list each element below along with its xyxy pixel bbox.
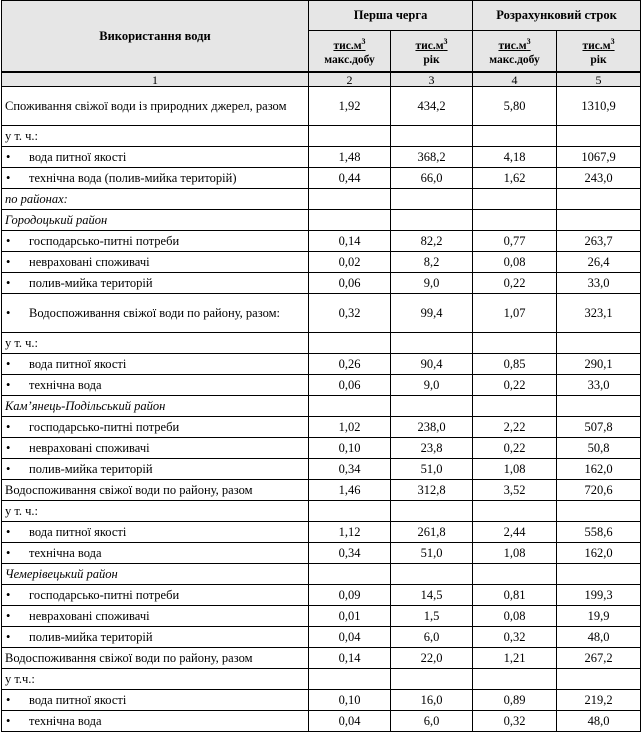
phase1-year-value: 51,0 bbox=[391, 459, 473, 480]
bullet-icon: • bbox=[6, 608, 11, 623]
phase1-year-value: 238,0 bbox=[391, 417, 473, 438]
calc-day-value bbox=[473, 189, 557, 210]
column-number: 5 bbox=[557, 72, 641, 87]
header-phase1: Перша черга bbox=[309, 1, 473, 31]
row-label-cell bbox=[2, 711, 309, 732]
calc-year-value: 1067,9 bbox=[557, 147, 641, 168]
column-number: 2 bbox=[309, 72, 391, 87]
bullet-icon: • bbox=[6, 545, 11, 560]
calc-year-value: 48,0 bbox=[557, 627, 641, 648]
table-row bbox=[2, 333, 641, 354]
row-label-cell bbox=[2, 606, 309, 627]
phase1-day-value: 0,44 bbox=[309, 168, 391, 189]
calc-year-value: 243,0 bbox=[557, 168, 641, 189]
unit-sub-year: рік bbox=[590, 53, 607, 66]
row-label-cell bbox=[2, 438, 309, 459]
row-label-cell bbox=[2, 585, 309, 606]
column-number: 3 bbox=[391, 72, 473, 87]
table-body bbox=[2, 87, 641, 732]
table-row bbox=[2, 126, 641, 147]
row-label: у т. ч.: bbox=[5, 335, 39, 350]
phase1-day-value: 0,01 bbox=[309, 606, 391, 627]
calc-year-value: 199,3 bbox=[557, 585, 641, 606]
phase1-day-value: 0,06 bbox=[309, 375, 391, 396]
row-label-cell bbox=[2, 648, 309, 669]
calc-year-value: 19,9 bbox=[557, 606, 641, 627]
calc-year-value: 219,2 bbox=[557, 690, 641, 711]
calc-day-value bbox=[473, 669, 557, 690]
phase1-day-value: 0,32 bbox=[309, 294, 391, 333]
table-row bbox=[2, 396, 641, 417]
bullet-icon: • bbox=[6, 419, 11, 434]
row-label: вода питної якості bbox=[29, 149, 127, 164]
phase1-day-value bbox=[309, 189, 391, 210]
unit-sup: 3 bbox=[361, 37, 366, 47]
table-row bbox=[2, 606, 641, 627]
calc-year-value bbox=[557, 396, 641, 417]
calc-day-value: 1,62 bbox=[473, 168, 557, 189]
table-row bbox=[2, 711, 641, 732]
phase1-day-value bbox=[309, 210, 391, 231]
row-label: у т.ч.: bbox=[5, 671, 35, 686]
table-row bbox=[2, 438, 641, 459]
calc-day-value: 0,22 bbox=[473, 375, 557, 396]
calc-year-value: 290,1 bbox=[557, 354, 641, 375]
phase1-day-value: 0,34 bbox=[309, 459, 391, 480]
row-label: господарсько-питні потреби bbox=[29, 233, 180, 248]
table-row bbox=[2, 627, 641, 648]
row-label-cell bbox=[2, 501, 309, 522]
phase1-year-value: 23,8 bbox=[391, 438, 473, 459]
calc-year-value: 26,4 bbox=[557, 252, 641, 273]
unit-sub-day: макс.добу bbox=[324, 53, 375, 66]
phase1-year-value: 261,8 bbox=[391, 522, 473, 543]
calc-year-value: 50,8 bbox=[557, 438, 641, 459]
row-label: Городоцький район bbox=[5, 212, 108, 227]
unit-text: тис.м bbox=[582, 39, 611, 52]
row-label-cell bbox=[2, 147, 309, 168]
bullet-icon: • bbox=[6, 254, 11, 269]
row-label-cell bbox=[2, 126, 309, 147]
table-row bbox=[2, 543, 641, 564]
row-label: Водоспоживання свіжої води по району, разом bbox=[5, 650, 253, 665]
phase1-day-value: 1,12 bbox=[309, 522, 391, 543]
row-label-cell bbox=[2, 273, 309, 294]
phase1-year-value: 1,5 bbox=[391, 606, 473, 627]
header-unit-year bbox=[391, 31, 473, 73]
calc-year-value bbox=[557, 189, 641, 210]
phase1-year-value: 8,2 bbox=[391, 252, 473, 273]
table-row bbox=[2, 252, 641, 273]
calc-day-value: 1,07 bbox=[473, 294, 557, 333]
phase1-year-value bbox=[391, 501, 473, 522]
row-label-cell bbox=[2, 252, 309, 273]
row-label: по районах: bbox=[5, 191, 68, 206]
row-label: невраховані споживачі bbox=[29, 608, 150, 623]
phase1-day-value: 1,92 bbox=[309, 87, 391, 126]
table-row bbox=[2, 189, 641, 210]
table-row bbox=[2, 585, 641, 606]
phase1-year-value bbox=[391, 564, 473, 585]
row-label: невраховані споживачі bbox=[29, 440, 150, 455]
bullet-icon: • bbox=[6, 377, 11, 392]
phase1-day-value: 0,10 bbox=[309, 690, 391, 711]
calc-day-value: 1,08 bbox=[473, 459, 557, 480]
column-number: 1 bbox=[2, 72, 309, 87]
phase1-year-value: 6,0 bbox=[391, 711, 473, 732]
table-row bbox=[2, 501, 641, 522]
phase1-year-value bbox=[391, 396, 473, 417]
phase1-year-value bbox=[391, 333, 473, 354]
phase1-day-value: 0,26 bbox=[309, 354, 391, 375]
table-row bbox=[2, 564, 641, 585]
calc-year-value: 162,0 bbox=[557, 459, 641, 480]
calc-day-value bbox=[473, 501, 557, 522]
row-label-cell bbox=[2, 459, 309, 480]
row-label: вода питної якості bbox=[29, 692, 127, 707]
row-label: Чемерівецький район bbox=[5, 566, 118, 581]
column-number: 4 bbox=[473, 72, 557, 87]
bullet-icon: • bbox=[6, 275, 11, 290]
unit-sub-day: макс.добу bbox=[489, 53, 540, 66]
header-unit-year bbox=[557, 31, 641, 73]
row-label-cell bbox=[2, 417, 309, 438]
calc-day-value: 0,08 bbox=[473, 606, 557, 627]
phase1-day-value: 1,02 bbox=[309, 417, 391, 438]
phase1-year-value: 14,5 bbox=[391, 585, 473, 606]
row-label-cell bbox=[2, 627, 309, 648]
row-label: вода питної якості bbox=[29, 356, 127, 371]
row-label: Водоспоживання свіжої води по району, разом bbox=[5, 482, 253, 497]
row-label-cell bbox=[2, 396, 309, 417]
calc-year-value: 48,0 bbox=[557, 711, 641, 732]
calc-day-value: 2,22 bbox=[473, 417, 557, 438]
calc-day-value: 0,32 bbox=[473, 627, 557, 648]
table-row bbox=[2, 375, 641, 396]
calc-day-value: 5,80 bbox=[473, 87, 557, 126]
calc-year-value: 1310,9 bbox=[557, 87, 641, 126]
calc-year-value bbox=[557, 501, 641, 522]
calc-day-value: 0,32 bbox=[473, 711, 557, 732]
calc-day-value bbox=[473, 333, 557, 354]
unit-sup: 3 bbox=[443, 37, 448, 47]
calc-day-value: 0,81 bbox=[473, 585, 557, 606]
row-label: у т. ч.: bbox=[5, 503, 39, 518]
calc-year-value bbox=[557, 564, 641, 585]
row-label-cell bbox=[2, 333, 309, 354]
phase1-year-value: 66,0 bbox=[391, 168, 473, 189]
calc-day-value: 1,08 bbox=[473, 543, 557, 564]
row-label: полив-мийка територій bbox=[29, 275, 153, 290]
row-label-cell bbox=[2, 522, 309, 543]
phase1-day-value bbox=[309, 126, 391, 147]
table-row bbox=[2, 354, 641, 375]
table-row bbox=[2, 690, 641, 711]
phase1-year-value: 51,0 bbox=[391, 543, 473, 564]
phase1-year-value bbox=[391, 210, 473, 231]
table-row bbox=[2, 294, 641, 333]
row-label-cell bbox=[2, 480, 309, 501]
unit-text: тис.м bbox=[333, 39, 362, 52]
calc-day-value: 0,22 bbox=[473, 273, 557, 294]
bullet-icon: • bbox=[6, 149, 11, 164]
calc-day-value: 0,08 bbox=[473, 252, 557, 273]
bullet-icon: • bbox=[6, 233, 11, 248]
calc-day-value: 0,85 bbox=[473, 354, 557, 375]
bullet-icon: • bbox=[6, 629, 11, 644]
calc-year-value: 267,2 bbox=[557, 648, 641, 669]
calc-day-value bbox=[473, 396, 557, 417]
calc-year-value: 33,0 bbox=[557, 375, 641, 396]
bullet-icon: • bbox=[6, 170, 11, 185]
phase1-day-value bbox=[309, 501, 391, 522]
phase1-day-value: 0,02 bbox=[309, 252, 391, 273]
bullet-icon: • bbox=[6, 713, 11, 728]
table-row bbox=[2, 273, 641, 294]
row-label: технічна вода bbox=[29, 377, 102, 392]
phase1-year-value bbox=[391, 126, 473, 147]
unit-text: тис.м bbox=[498, 39, 527, 52]
bullet-icon: • bbox=[6, 356, 11, 371]
phase1-year-value bbox=[391, 189, 473, 210]
header-unit-day bbox=[309, 31, 391, 73]
calc-year-value: 263,7 bbox=[557, 231, 641, 252]
phase1-year-value: 16,0 bbox=[391, 690, 473, 711]
calc-day-value: 3,52 bbox=[473, 480, 557, 501]
row-label-cell bbox=[2, 87, 309, 126]
phase1-year-value bbox=[391, 669, 473, 690]
row-label-cell bbox=[2, 690, 309, 711]
table-row bbox=[2, 480, 641, 501]
row-label: полив-мийка територій bbox=[29, 629, 153, 644]
header-calc-period: Розрахунковий строк bbox=[473, 1, 641, 31]
phase1-year-value: 9,0 bbox=[391, 273, 473, 294]
table-row bbox=[2, 231, 641, 252]
table-row bbox=[2, 459, 641, 480]
calc-day-value: 4,18 bbox=[473, 147, 557, 168]
row-label-cell bbox=[2, 210, 309, 231]
header-unit-day bbox=[473, 31, 557, 73]
row-label: технічна вода (полив-мийка територій) bbox=[29, 170, 237, 185]
phase1-day-value: 1,48 bbox=[309, 147, 391, 168]
table-row bbox=[2, 147, 641, 168]
row-label-cell bbox=[2, 231, 309, 252]
phase1-day-value: 0,10 bbox=[309, 438, 391, 459]
row-label: у т. ч.: bbox=[5, 128, 39, 143]
bullet-icon: • bbox=[6, 440, 11, 455]
phase1-year-value: 312,8 bbox=[391, 480, 473, 501]
phase1-year-value: 82,2 bbox=[391, 231, 473, 252]
calc-day-value bbox=[473, 126, 557, 147]
calc-year-value bbox=[557, 669, 641, 690]
calc-year-value: 323,1 bbox=[557, 294, 641, 333]
phase1-day-value: 0,04 bbox=[309, 711, 391, 732]
calc-year-value: 720,6 bbox=[557, 480, 641, 501]
calc-day-value bbox=[473, 564, 557, 585]
bullet-icon: • bbox=[6, 305, 11, 320]
row-label: технічна вода bbox=[29, 545, 102, 560]
phase1-year-value: 6,0 bbox=[391, 627, 473, 648]
calc-year-value bbox=[557, 126, 641, 147]
calc-day-value: 0,89 bbox=[473, 690, 557, 711]
unit-sup: 3 bbox=[610, 37, 615, 47]
table-row bbox=[2, 87, 641, 126]
bullet-icon: • bbox=[6, 524, 11, 539]
row-label-cell bbox=[2, 669, 309, 690]
calc-day-value bbox=[473, 210, 557, 231]
calc-day-value: 0,22 bbox=[473, 438, 557, 459]
table-row bbox=[2, 669, 641, 690]
calc-day-value: 0,77 bbox=[473, 231, 557, 252]
row-label-cell bbox=[2, 294, 309, 333]
phase1-day-value bbox=[309, 333, 391, 354]
row-label-cell bbox=[2, 564, 309, 585]
phase1-year-value: 368,2 bbox=[391, 147, 473, 168]
row-label: господарсько-питні потреби bbox=[29, 419, 180, 434]
calc-day-value: 1,21 bbox=[473, 648, 557, 669]
calc-year-value: 507,8 bbox=[557, 417, 641, 438]
phase1-day-value bbox=[309, 669, 391, 690]
phase1-day-value bbox=[309, 564, 391, 585]
bullet-icon: • bbox=[6, 587, 11, 602]
phase1-day-value: 1,46 bbox=[309, 480, 391, 501]
row-label-cell bbox=[2, 168, 309, 189]
phase1-day-value: 0,04 bbox=[309, 627, 391, 648]
bullet-icon: • bbox=[6, 692, 11, 707]
table-row bbox=[2, 522, 641, 543]
table-row bbox=[2, 417, 641, 438]
table-header bbox=[2, 1, 641, 87]
row-label: невраховані споживачі bbox=[29, 254, 150, 269]
phase1-day-value: 0,34 bbox=[309, 543, 391, 564]
row-label-cell bbox=[2, 543, 309, 564]
table-row bbox=[2, 168, 641, 189]
row-label-cell bbox=[2, 375, 309, 396]
row-label-cell bbox=[2, 354, 309, 375]
calc-year-value: 162,0 bbox=[557, 543, 641, 564]
row-label: вода питної якості bbox=[29, 524, 127, 539]
unit-sub-year: рік bbox=[423, 53, 440, 66]
phase1-year-value: 90,4 bbox=[391, 354, 473, 375]
row-label: Водоспоживання свіжої води по району, разом: bbox=[29, 305, 280, 320]
calc-day-value: 2,44 bbox=[473, 522, 557, 543]
calc-year-value bbox=[557, 210, 641, 231]
row-label: Кам’янець-Подільський район bbox=[5, 398, 166, 413]
unit-text: тис.м bbox=[415, 39, 444, 52]
table-row bbox=[2, 210, 641, 231]
phase1-day-value bbox=[309, 396, 391, 417]
phase1-day-value: 0,14 bbox=[309, 231, 391, 252]
row-label: полив-мийка територій bbox=[29, 461, 153, 476]
row-label-cell bbox=[2, 189, 309, 210]
row-label: технічна вода bbox=[29, 713, 102, 728]
phase1-year-value: 9,0 bbox=[391, 375, 473, 396]
phase1-year-value: 22,0 bbox=[391, 648, 473, 669]
row-label: Споживання свіжої води із природних джерел, разом bbox=[5, 98, 287, 113]
calc-year-value bbox=[557, 333, 641, 354]
bullet-icon: • bbox=[6, 461, 11, 476]
phase1-day-value: 0,06 bbox=[309, 273, 391, 294]
header-water-use: Використання води bbox=[2, 1, 309, 73]
phase1-year-value: 99,4 bbox=[391, 294, 473, 333]
table-row bbox=[2, 648, 641, 669]
phase1-day-value: 0,14 bbox=[309, 648, 391, 669]
water-use-table bbox=[1, 0, 641, 732]
phase1-day-value: 0,09 bbox=[309, 585, 391, 606]
calc-year-value: 558,6 bbox=[557, 522, 641, 543]
row-label: господарсько-питні потреби bbox=[29, 587, 180, 602]
phase1-year-value: 434,2 bbox=[391, 87, 473, 126]
calc-year-value: 33,0 bbox=[557, 273, 641, 294]
unit-sup: 3 bbox=[526, 37, 531, 47]
